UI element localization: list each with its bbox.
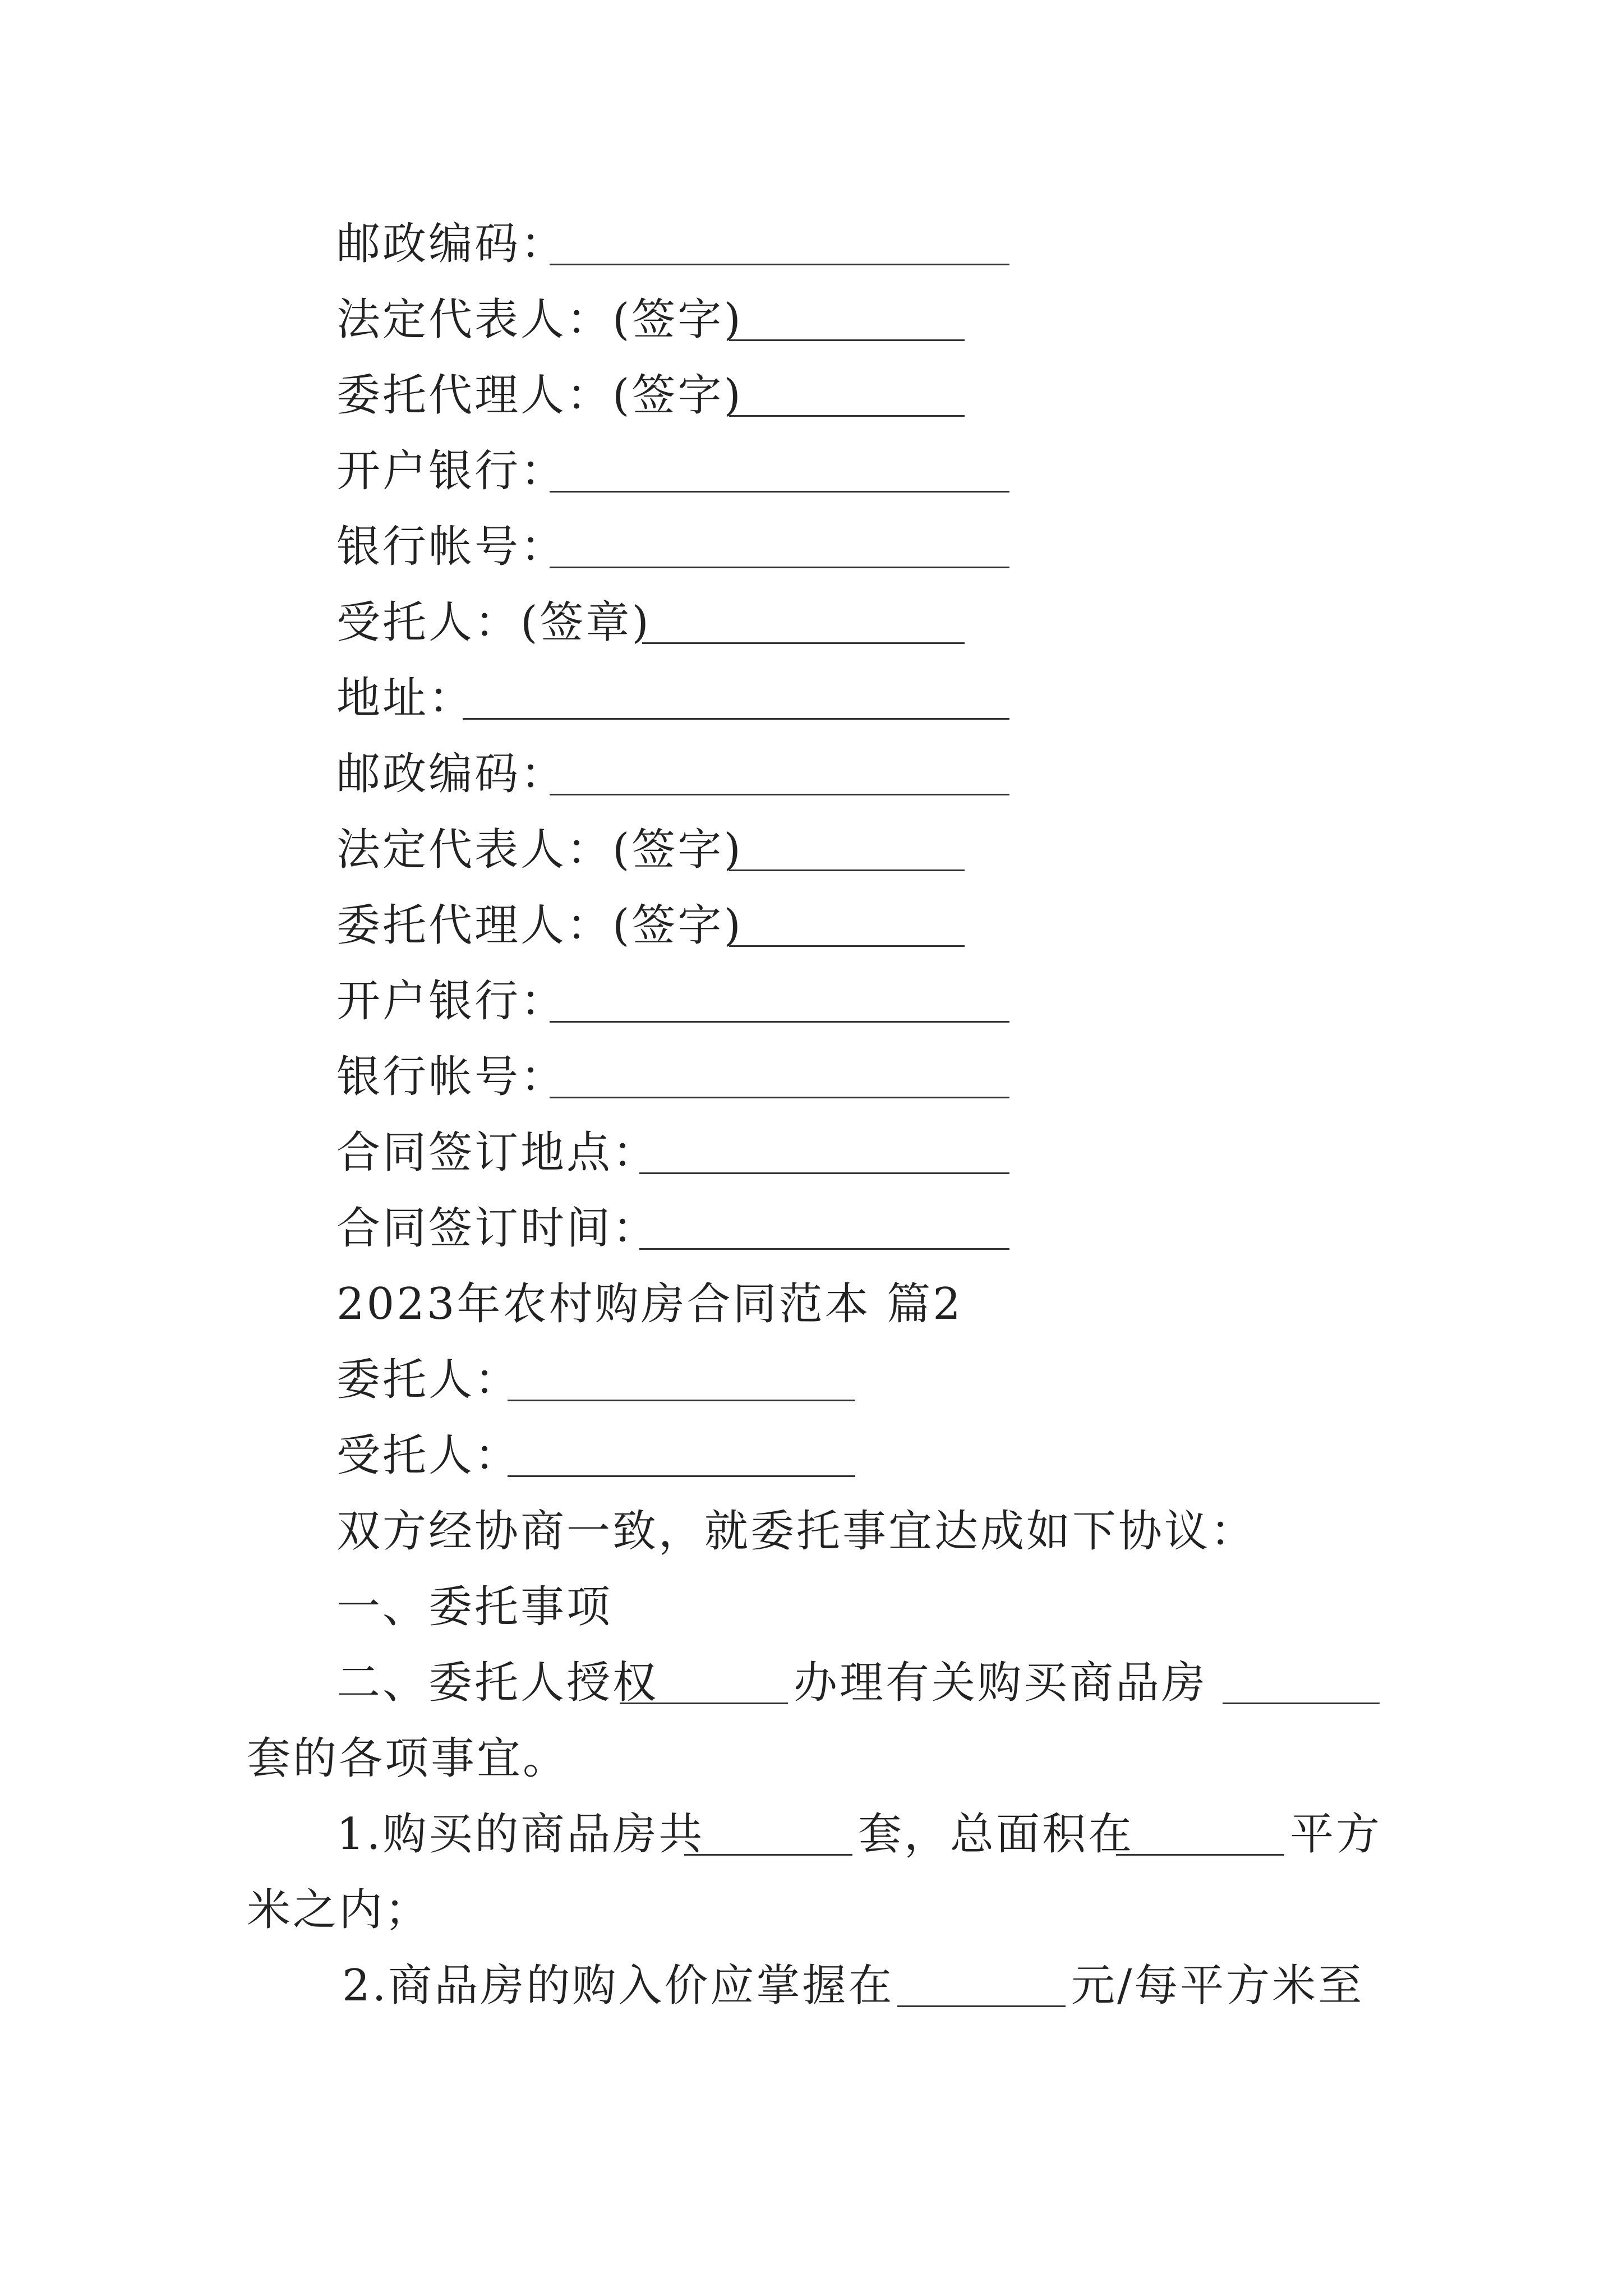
principal-label: 委托人： bbox=[336, 1355, 521, 1405]
agent-blank[interactable] bbox=[729, 415, 965, 417]
clause-2-text-c: 套的各项事宜。 bbox=[247, 1733, 569, 1784]
trustee-seal-blank[interactable] bbox=[642, 642, 965, 644]
clause-2-authorized-blank[interactable] bbox=[620, 1703, 788, 1704]
bank-blank-2[interactable] bbox=[550, 1021, 1009, 1023]
clause-2-2-price-blank[interactable] bbox=[897, 2005, 1066, 2007]
postal-code-label-2: 邮政编码： bbox=[336, 749, 567, 799]
agent-label-2: 委托代理人：(签字) bbox=[336, 900, 743, 951]
address-label: 地址： bbox=[336, 673, 475, 724]
account-blank-2[interactable] bbox=[550, 1097, 1009, 1098]
clause-2-text-a: 二、委托人授权 bbox=[336, 1658, 659, 1708]
agreement-intro: 双方经协商一致，就委托事宜达成如下协议： bbox=[336, 1506, 1257, 1557]
clause-1-heading: 一、委托事项 bbox=[336, 1582, 613, 1632]
sign-place-label: 合同签订地点： bbox=[336, 1128, 659, 1178]
clause-2-1-area-blank[interactable] bbox=[1116, 1854, 1284, 1856]
sign-time-label: 合同签订时间： bbox=[336, 1203, 659, 1254]
clause-2-1-text-c: 平方 bbox=[1290, 1809, 1382, 1860]
clause-2-1-text-d: 米之内； bbox=[247, 1885, 431, 1935]
agent-label: 委托代理人：(签字) bbox=[336, 370, 743, 421]
clause-2-1-text-b: 套，总面积在 bbox=[858, 1809, 1135, 1860]
legal-rep-label: 法定代表人：(签字) bbox=[336, 295, 743, 345]
legal-rep-blank-2[interactable] bbox=[729, 869, 965, 871]
bank-label-2: 开户银行： bbox=[336, 976, 567, 1027]
trustee-blank[interactable] bbox=[508, 1475, 855, 1477]
clause-2-2-text-a: 2.商品房的购入价应掌握在 bbox=[342, 1961, 895, 2011]
postal-code-label: 邮政编码： bbox=[336, 219, 567, 269]
sign-time-blank[interactable] bbox=[639, 1248, 1009, 1250]
trustee-label: 受托人： bbox=[336, 1430, 521, 1481]
clause-2-text-b: 办理有关购买商品房 bbox=[794, 1658, 1208, 1708]
sign-place-blank[interactable] bbox=[639, 1172, 1009, 1174]
account-label-2: 银行帐号： bbox=[336, 1052, 567, 1102]
clause-2-2-text-b: 元/每平方米至 bbox=[1071, 1961, 1364, 2011]
account-blank[interactable] bbox=[550, 567, 1009, 568]
legal-rep-label-2: 法定代表人：(签字) bbox=[336, 825, 743, 875]
postal-code-blank-2[interactable] bbox=[550, 794, 1009, 795]
bank-label: 开户银行： bbox=[336, 446, 567, 496]
trustee-seal-label: 受托人：(签章) bbox=[336, 597, 651, 648]
account-label: 银行帐号： bbox=[336, 522, 567, 572]
principal-blank[interactable] bbox=[508, 1400, 855, 1401]
clause-2-1-text-a: 1.购买的商品房共 bbox=[336, 1809, 705, 1860]
agent-blank-2[interactable] bbox=[729, 945, 965, 947]
section-heading: 2023年农村购房合同范本 篇2 bbox=[336, 1279, 963, 1329]
clause-2-count-blank[interactable] bbox=[1223, 1703, 1380, 1704]
legal-rep-blank[interactable] bbox=[729, 339, 965, 341]
address-blank[interactable] bbox=[463, 718, 1009, 720]
clause-2-1-count-blank[interactable] bbox=[684, 1854, 852, 1856]
bank-blank[interactable] bbox=[550, 491, 1009, 493]
postal-code-blank[interactable] bbox=[550, 264, 1009, 265]
